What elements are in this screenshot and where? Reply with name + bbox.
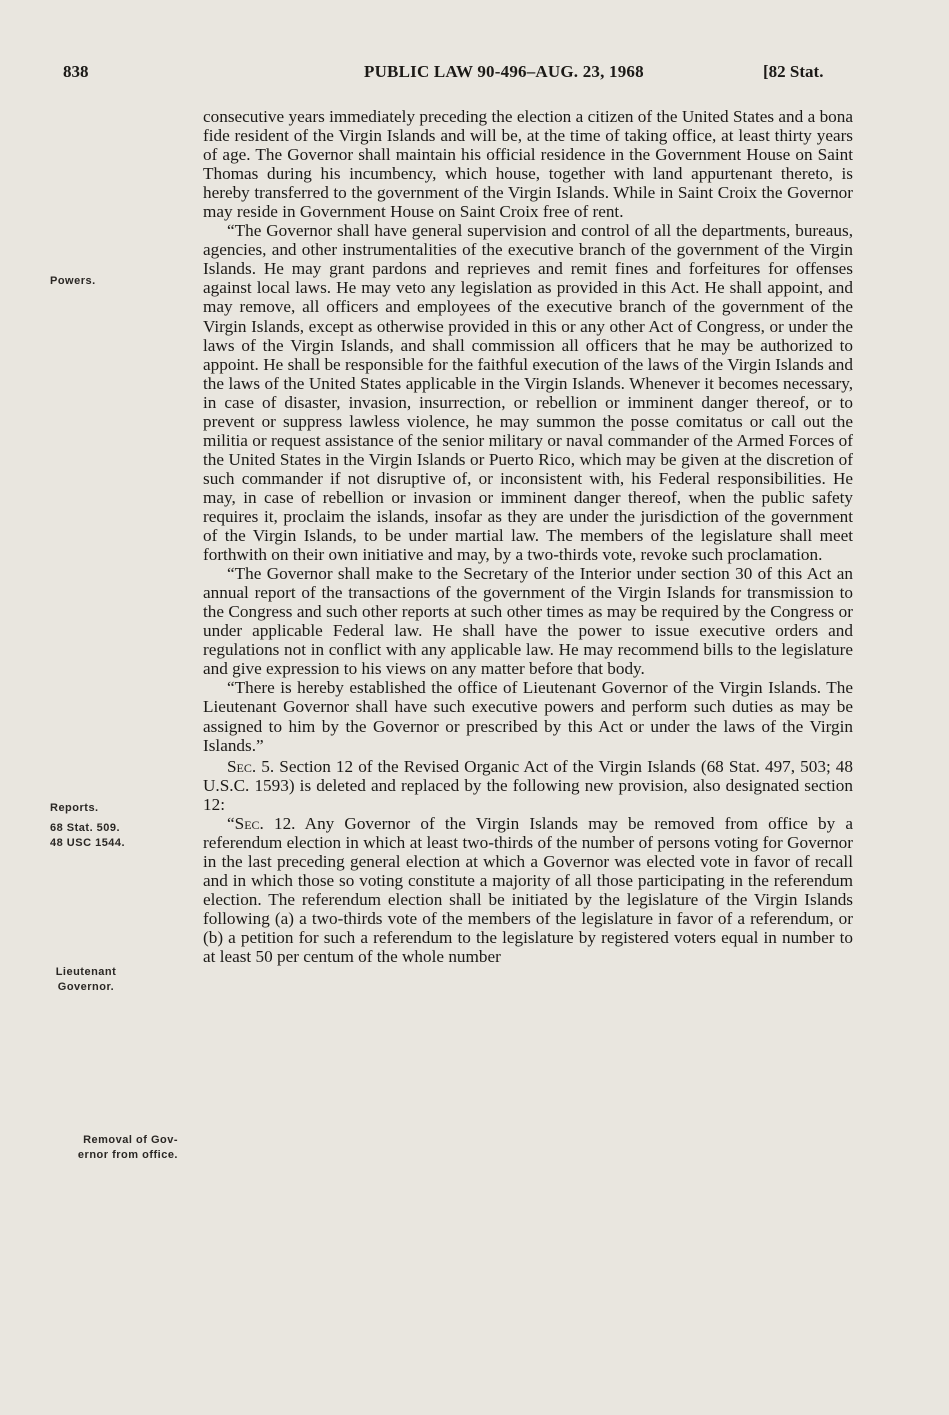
- margin-note-powers-label: Powers.: [50, 275, 96, 287]
- margin-note-lieutenant-governor: [40, 965, 132, 995]
- paragraph-reports: “The Governor shall make to the Secretary of the Interior under section 30 of this Act an annual report of the transactions of the government of the Virgin Islands for transmission to the Congress and such other reports at such other times as may be required by the Congress or under applicable Federal law. He shall have the power to issue executive orders and regulations not in conflict with any applicable law. He may recommend bills to the legislature and give expression to his views on any matter before that body.: [203, 564, 853, 679]
- margin-note-citation: 48 USC 1544.: [50, 837, 126, 849]
- margin-note-removal-line: Removal of Gov-: [83, 1134, 178, 1146]
- paragraph-section-5: [203, 757, 853, 814]
- margin-note-citation: 68 Stat. 509.: [50, 822, 121, 834]
- volume-reference: [82 Stat.: [763, 62, 824, 81]
- section-label: “Sec.: [227, 813, 264, 833]
- paragraph-lieutenant-governor: “There is hereby established the office of Lieutenant Governor of the Virgin Islands. The Lieutenant Governor shall have such executive powers and perform such duties as may be assigned to him by the Governor or prescribed by this Act or under the laws of the Virgin Islands.”: [203, 678, 853, 755]
- section-12-text: 12. Any Governor of the Virgin Islands may be removed from office by a referendum election in which at least two-thirds of the number of persons voting for Governor in the last preceding general election at which a Governor was elected vote in favor of recall and in which those so voting constitute a majority of all those participating in the referendum election. The referendum election shall be initiated by the legislature of the Virgin Islands following (a) a two-thirds vote of the members of the legislature in favor of a referendum, or (b) a petition for such a referendum to the legislature by registered voters equal in number to at least 50 per centum of the whole number: [203, 813, 853, 967]
- margin-note-removal: [44, 1133, 178, 1163]
- paragraph-continuation: consecutive years immediately preceding the election a citizen of the United States and a bona fide resident of the Virgin Islands and will be, at the time of taking office, at least thirty years of age. The Governor shall maintain his official residence in the Government House on Saint Thomas during his incumbency, which house, together with land appurtenant thereto, is hereby transferred to the government of the Virgin Islands. While in Saint Croix the Governor may reside in Government House on Saint Croix free of rent.: [203, 107, 853, 222]
- section-label: Sec.: [227, 756, 257, 776]
- running-head: PUBLIC LAW 90-496–AUG. 23, 1968: [364, 62, 644, 81]
- margin-note-powers: [50, 274, 178, 289]
- paragraph-powers: “The Governor shall have general supervision and control of all the departments, bureaus, agencies, and other instrumentalities of the executive branch of the government of the Virgin Islands. He may grant pardons and reprieves and remit fines and forfeitures for offenses against local laws. He may veto any legislation as provided in this Act. He shall appoint, and may remove, all officers and employees of the executive branch of the government of the Virgin Islands, except as otherwise provided in this or any other Act of Congress, or under the laws of the Virgin Islands, and shall commission all officers that he may be authorized to appoint. He shall be responsible for the faithful execution of the laws of the Virgin Islands and the laws of the United States applicable in the Virgin Islands. Whenever it becomes necessary, in case of disaster, invasion, insurrection, or rebellion or imminent danger thereof, or to prevent or suppress lawless violence, he may summon the posse comitatus or call out the militia or request assistance of the senior military or naval commander of the Armed Forces of the United States in the Virgin Islands or Puerto Rico, which may be given at the discretion of such commander if not disruptive of, or inconsistent with, his Federal responsibilities. He may, in case of rebellion or invasion or imminent danger thereof, when the public safety requires it, proclaim the islands, insofar as they are under the jurisdiction of the government of the Virgin Islands, to be under martial law. The members of the legislature shall meet forthwith on their own initiative and may, by a two-thirds vote, revoke such proclamation.: [203, 221, 853, 565]
- page-number: 838: [63, 62, 89, 81]
- body-text: [203, 107, 853, 966]
- margin-note-lt-gov-line: Lieutenant: [55, 966, 117, 978]
- page-header: [0, 62, 949, 86]
- margin-note-lt-gov-line: Governor.: [57, 981, 115, 993]
- paragraph-section-12: [203, 814, 853, 966]
- margin-note-reports: [50, 801, 178, 851]
- margin-note-reports-label: Reports.: [50, 802, 99, 814]
- margin-note-removal-line: ernor from office.: [77, 1149, 178, 1161]
- section-5-text: 5. Section 12 of the Revised Organic Act of the Virgin Islands (68 Stat. 497, 503; 48 U.S.C. 1593) is deleted and replaced by the following new provision, also designated section 12:: [203, 756, 853, 814]
